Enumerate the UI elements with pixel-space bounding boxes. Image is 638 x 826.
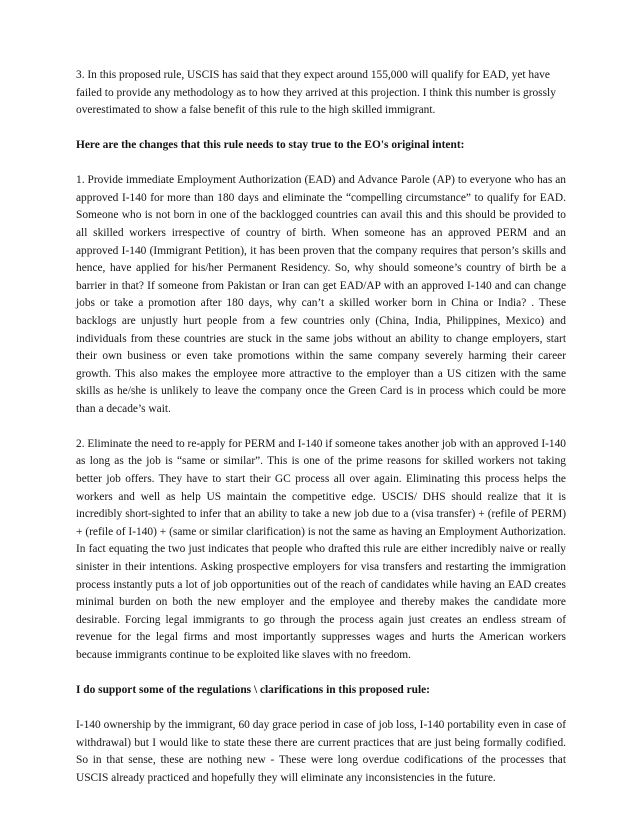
support-paragraph: I-140 ownership by the immigrant, 60 day grace period in case of job loss, I-140 portability even in case of withdrawal) but I would like to state these there are current practices that are just being formally codified. So in that sense, these are nothing new - These were long overdue codifications of the processes that USCIS already practiced and hopefully they will eliminate any inconsistencies in the future. [76, 718, 566, 784]
heading-changes: Here are the changes that this rule needs to stay true to the EO's original intent: [76, 139, 465, 152]
heading-support: I do support some of the regulations \ clarifications in this proposed rule: [76, 683, 430, 696]
paragraph-3: 3. In this proposed rule, USCIS has said that they expect around 155,000 will qualify for EAD, yet have failed to provide any methodology as to how they arrived at this projection. I think this number is grossly overestimated to show a false benefit of this rule to the high skilled immigrant. [76, 69, 556, 117]
change-item-2: 2. Eliminate the need to re-apply for PERM and I-140 if someone takes another job with an approved I-140 as long as the job is “same or similar”. This is one of the prime reasons for skilled workers not taking better job offers. They have to start their GC process all over again. Eliminating this process helps the workers and well as help US maintain the competitive edge. USCIS/ DHS should realize that it is incredibly short-sighted to infer that an ability to take a new job due to a (visa transfer) + (refile of PERM) + (refile of I-140) + (same or similar clarification) is not the same as having an Employment Authorization. In fact equating the two just indicates that people who drafted this rule are either incredibly naive or really sinister in their intentions. Asking prospective employers for visa transfers and restarting the immigration process instantly puts a lot of job opportunities out of the reach of candidates while having an EAD creates minimal burden on both the new employer and the employee and thereby makes the candidate more desirable. Forcing legal immigrants to go through the process again just creates an endless stream of revenue for the legal firms and most importantly suppresses wages and hurts the American workers because immigrants continue to be exploited like slaves with no freedom. [76, 437, 566, 661]
change-item-1: 1. Provide immediate Employment Authorization (EAD) and Advance Parole (AP) to everyone who has an approved I-140 for more than 180 days and eliminate the “compelling circumstance” to qualify for EAD. Someone who is not born in one of the backlogged countries can avail this and this should be provided to all skilled workers irrespective of country of birth. When someone has an approved PERM and an approved I-140 (Immigrant Petition), it has been proven that the company requires that person’s skills and hence, have applied for his/her Permanent Residency. So, why should someone’s country of birth be a barrier in that? If someone from Pakistan or Iran can get EAD/AP with an approved I-140 and can change jobs or take a promotion after 180 days, why can’t a skilled worker born in China or India? . These backlogs are unjustly hurt people from a few countries only (China, India, Philippines, Mexico) and individuals from these countries are stuck in the same jobs without an ability to change employers, start their own business or even take promotions within the same company severely harming their career growth. This also makes the employee more attractive to the employer than a US citizen with the same skills as he/she is unlikely to leave the company once the Green Card is in process which could be more than a decade’s wait. [76, 174, 566, 415]
document-body [76, 67, 566, 805]
